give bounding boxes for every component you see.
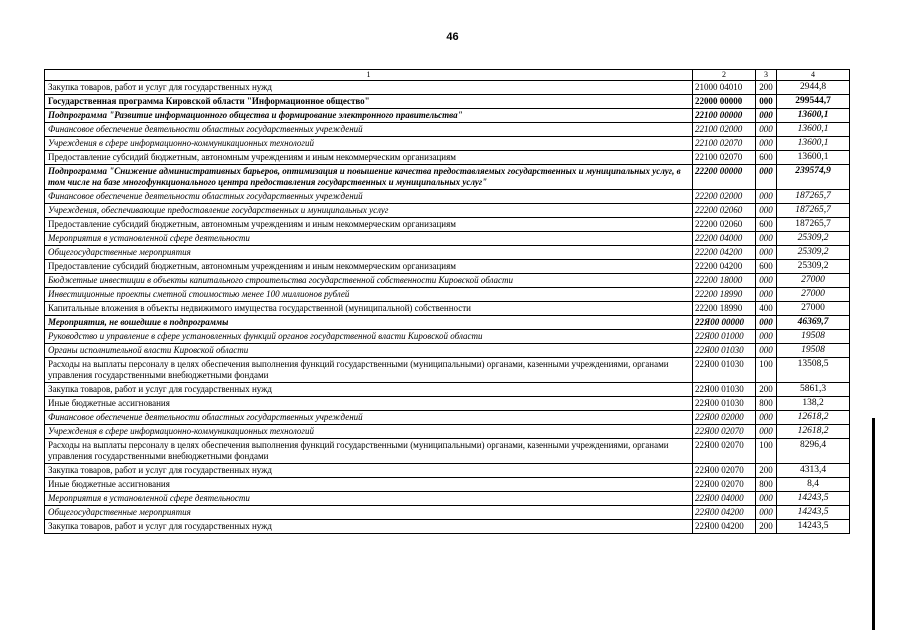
row-sum-cell: 13600,1: [777, 109, 850, 123]
row-code-cell: 22200 04000: [693, 232, 756, 246]
header-col-code: 2: [693, 70, 756, 81]
row-sum-cell: 187265,7: [777, 218, 850, 232]
row-code-cell: 22200 18000: [693, 274, 756, 288]
row-sum-cell: 187265,7: [777, 204, 850, 218]
row-vr-cell: 200: [756, 81, 777, 95]
row-code-cell: 22Я00 04200: [693, 506, 756, 520]
row-code-cell: 22200 02000: [693, 190, 756, 204]
table-row: [45, 464, 850, 478]
row-sum-cell: 19508: [777, 330, 850, 344]
table-row: [45, 302, 850, 316]
row-name-cell: Бюджетные инвестиции в объекты капитального строительства государственной собственности Кировской области: [45, 274, 693, 288]
table-row: [45, 218, 850, 232]
row-sum-cell: 8,4: [777, 478, 850, 492]
row-code-cell: 22200 18990: [693, 302, 756, 316]
row-vr-cell: 200: [756, 383, 777, 397]
row-sum-cell: 13600,1: [777, 151, 850, 165]
row-name-cell: Учреждения, обеспечивающие предоставление государственных и муниципальных услуг: [45, 204, 693, 218]
row-name-cell: Учреждения в сфере информационно-коммуникационных технологий: [45, 425, 693, 439]
row-sum-cell: 12618,2: [777, 411, 850, 425]
table-row: [45, 344, 850, 358]
table-row: [45, 330, 850, 344]
row-vr-cell: 000: [756, 95, 777, 109]
row-vr-cell: 100: [756, 439, 777, 464]
table-row: [45, 492, 850, 506]
row-code-cell: 22100 02070: [693, 137, 756, 151]
row-sum-cell: 2944,8: [777, 81, 850, 95]
row-name-cell: Закупка товаров, работ и услуг для государственных нужд: [45, 81, 693, 95]
row-code-cell: 22000 00000: [693, 95, 756, 109]
row-sum-cell: 27000: [777, 274, 850, 288]
table-row: [45, 506, 850, 520]
row-sum-cell: 13600,1: [777, 137, 850, 151]
table-row: [45, 165, 850, 190]
table-row: [45, 316, 850, 330]
row-vr-cell: 000: [756, 165, 777, 190]
header-col-vr: 3: [756, 70, 777, 81]
table-row: [45, 232, 850, 246]
row-code-cell: 22Я00 02070: [693, 425, 756, 439]
row-vr-cell: 000: [756, 330, 777, 344]
row-code-cell: 22Я00 02070: [693, 439, 756, 464]
row-vr-cell: 000: [756, 288, 777, 302]
row-name-cell: Закупка товаров, работ и услуг для государственных нужд: [45, 464, 693, 478]
table-row: [45, 520, 850, 534]
table-row: [45, 123, 850, 137]
table-row: [45, 151, 850, 165]
row-sum-cell: 14243,5: [777, 520, 850, 534]
row-sum-cell: 19508: [777, 344, 850, 358]
row-code-cell: 22100 00000: [693, 109, 756, 123]
row-name-cell: Расходы на выплаты персоналу в целях обеспечения выполнения функций государственными (муниципальными) органами, казенными учреждениями, органами управления государственными внебюджетными фондами: [45, 358, 693, 383]
row-vr-cell: 000: [756, 274, 777, 288]
row-name-cell: Предоставление субсидий бюджетным, автономным учреждениям и иным некоммерческим организациям: [45, 151, 693, 165]
row-vr-cell: 200: [756, 464, 777, 478]
row-vr-cell: 600: [756, 218, 777, 232]
table-row: [45, 478, 850, 492]
table-row: [45, 439, 850, 464]
table-row: [45, 358, 850, 383]
row-vr-cell: 000: [756, 316, 777, 330]
row-vr-cell: 000: [756, 246, 777, 260]
row-sum-cell: 138,2: [777, 397, 850, 411]
table-row: [45, 190, 850, 204]
row-code-cell: 21000 04010: [693, 81, 756, 95]
row-vr-cell: 400: [756, 302, 777, 316]
row-sum-cell: 239574,9: [777, 165, 850, 190]
row-vr-cell: 000: [756, 425, 777, 439]
row-name-cell: Учреждения в сфере информационно-коммуникационных технологий: [45, 137, 693, 151]
row-sum-cell: 14243,5: [777, 492, 850, 506]
header-row: [45, 70, 850, 81]
row-vr-cell: 800: [756, 397, 777, 411]
row-name-cell: Инвестиционные проекты сметной стоимостью менее 100 миллионов рублей: [45, 288, 693, 302]
row-sum-cell: 25309,2: [777, 260, 850, 274]
row-vr-cell: 800: [756, 478, 777, 492]
row-code-cell: 22Я00 01030: [693, 344, 756, 358]
row-name-cell: Общегосударственные мероприятия: [45, 506, 693, 520]
row-code-cell: 22Я00 04200: [693, 520, 756, 534]
row-code-cell: 22Я00 04000: [693, 492, 756, 506]
row-code-cell: 22Я00 00000: [693, 316, 756, 330]
row-name-cell: Предоставление субсидий бюджетным, автономным учреждениям и иным некоммерческим организациям: [45, 260, 693, 274]
row-sum-cell: 12618,2: [777, 425, 850, 439]
table-row: [45, 397, 850, 411]
row-vr-cell: 100: [756, 358, 777, 383]
row-sum-cell: 46369,7: [777, 316, 850, 330]
row-name-cell: Подпрограмма "Снижение административных барьеров, оптимизация и повышение качества предоставляемых государственных и муниципальных услуг, в том числе на базе многофункционального центра предоставления государственных и муниципальных услуг": [45, 165, 693, 190]
table-row: [45, 246, 850, 260]
row-name-cell: Финансовое обеспечение деятельности областных государственных учреждений: [45, 411, 693, 425]
budget-table: [44, 69, 850, 534]
table-row: [45, 260, 850, 274]
row-sum-cell: 25309,2: [777, 232, 850, 246]
row-vr-cell: 000: [756, 109, 777, 123]
row-name-cell: Финансовое обеспечение деятельности областных государственных учреждений: [45, 123, 693, 137]
margin-rule: [872, 418, 875, 630]
row-sum-cell: 27000: [777, 288, 850, 302]
table-row: [45, 411, 850, 425]
table-row: [45, 81, 850, 95]
row-sum-cell: 299544,7: [777, 95, 850, 109]
row-code-cell: 22Я00 01030: [693, 383, 756, 397]
row-code-cell: 22Я00 01000: [693, 330, 756, 344]
row-sum-cell: 14243,5: [777, 506, 850, 520]
row-name-cell: Иные бюджетные ассигнования: [45, 397, 693, 411]
row-sum-cell: 27000: [777, 302, 850, 316]
row-sum-cell: 8296,4: [777, 439, 850, 464]
table-row: [45, 288, 850, 302]
row-code-cell: 22200 02060: [693, 204, 756, 218]
row-sum-cell: 5861,3: [777, 383, 850, 397]
row-code-cell: 22200 02060: [693, 218, 756, 232]
row-code-cell: 22Я00 02070: [693, 478, 756, 492]
row-sum-cell: 25309,2: [777, 246, 850, 260]
row-vr-cell: 600: [756, 260, 777, 274]
page-number: 46: [446, 31, 459, 43]
row-name-cell: Мероприятия в установленной сфере деятельности: [45, 232, 693, 246]
table-row: [45, 137, 850, 151]
row-name-cell: Капитальные вложения в объекты недвижимого имущества государственной (муниципальной) собственности: [45, 302, 693, 316]
row-name-cell: Органы исполнительной власти Кировской области: [45, 344, 693, 358]
row-name-cell: Подпрограмма "Развитие информационного общества и формирование электронного правительства": [45, 109, 693, 123]
row-vr-cell: 000: [756, 137, 777, 151]
row-vr-cell: 000: [756, 190, 777, 204]
row-vr-cell: 000: [756, 232, 777, 246]
row-name-cell: Закупка товаров, работ и услуг для государственных нужд: [45, 520, 693, 534]
row-name-cell: Мероприятия в установленной сфере деятельности: [45, 492, 693, 506]
row-code-cell: 22Я00 02070: [693, 464, 756, 478]
row-vr-cell: 600: [756, 151, 777, 165]
row-vr-cell: 000: [756, 492, 777, 506]
row-name-cell: Государственная программа Кировской области "Информационное общество": [45, 95, 693, 109]
row-vr-cell: 200: [756, 520, 777, 534]
header-col-name: 1: [45, 70, 693, 81]
table-row: [45, 95, 850, 109]
row-vr-cell: 000: [756, 411, 777, 425]
row-code-cell: 22Я00 01030: [693, 397, 756, 411]
table-row: [45, 383, 850, 397]
table-row: [45, 425, 850, 439]
row-code-cell: 22100 02070: [693, 151, 756, 165]
row-name-cell: Мероприятия, не вошедшие в подпрограммы: [45, 316, 693, 330]
row-code-cell: 22Я00 01030: [693, 358, 756, 383]
row-name-cell: Финансовое обеспечение деятельности областных государственных учреждений: [45, 190, 693, 204]
row-sum-cell: 13600,1: [777, 123, 850, 137]
row-name-cell: Предоставление субсидий бюджетным, автономным учреждениям и иным некоммерческим организациям: [45, 218, 693, 232]
row-vr-cell: 000: [756, 344, 777, 358]
row-code-cell: 22Я00 02000: [693, 411, 756, 425]
row-code-cell: 22200 18990: [693, 288, 756, 302]
row-name-cell: Иные бюджетные ассигнования: [45, 478, 693, 492]
row-code-cell: 22200 00000: [693, 165, 756, 190]
row-name-cell: Закупка товаров, работ и услуг для государственных нужд: [45, 383, 693, 397]
row-vr-cell: 000: [756, 204, 777, 218]
row-code-cell: 22200 04200: [693, 246, 756, 260]
row-code-cell: 22200 04200: [693, 260, 756, 274]
row-code-cell: 22100 02000: [693, 123, 756, 137]
row-sum-cell: 4313,4: [777, 464, 850, 478]
header-col-sum: 4: [777, 70, 850, 81]
row-vr-cell: 000: [756, 506, 777, 520]
row-sum-cell: 187265,7: [777, 190, 850, 204]
row-sum-cell: 13508,5: [777, 358, 850, 383]
row-vr-cell: 000: [756, 123, 777, 137]
row-name-cell: Общегосударственные мероприятия: [45, 246, 693, 260]
table-row: [45, 274, 850, 288]
table-row: [45, 109, 850, 123]
table-row: [45, 204, 850, 218]
row-name-cell: Руководство и управление в сфере установленных функций органов государственной власти Кировской области: [45, 330, 693, 344]
row-name-cell: Расходы на выплаты персоналу в целях обеспечения выполнения функций государственными (муниципальными) органами, казенными учреждениями, органами управления государственными внебюджетными фондами: [45, 439, 693, 464]
